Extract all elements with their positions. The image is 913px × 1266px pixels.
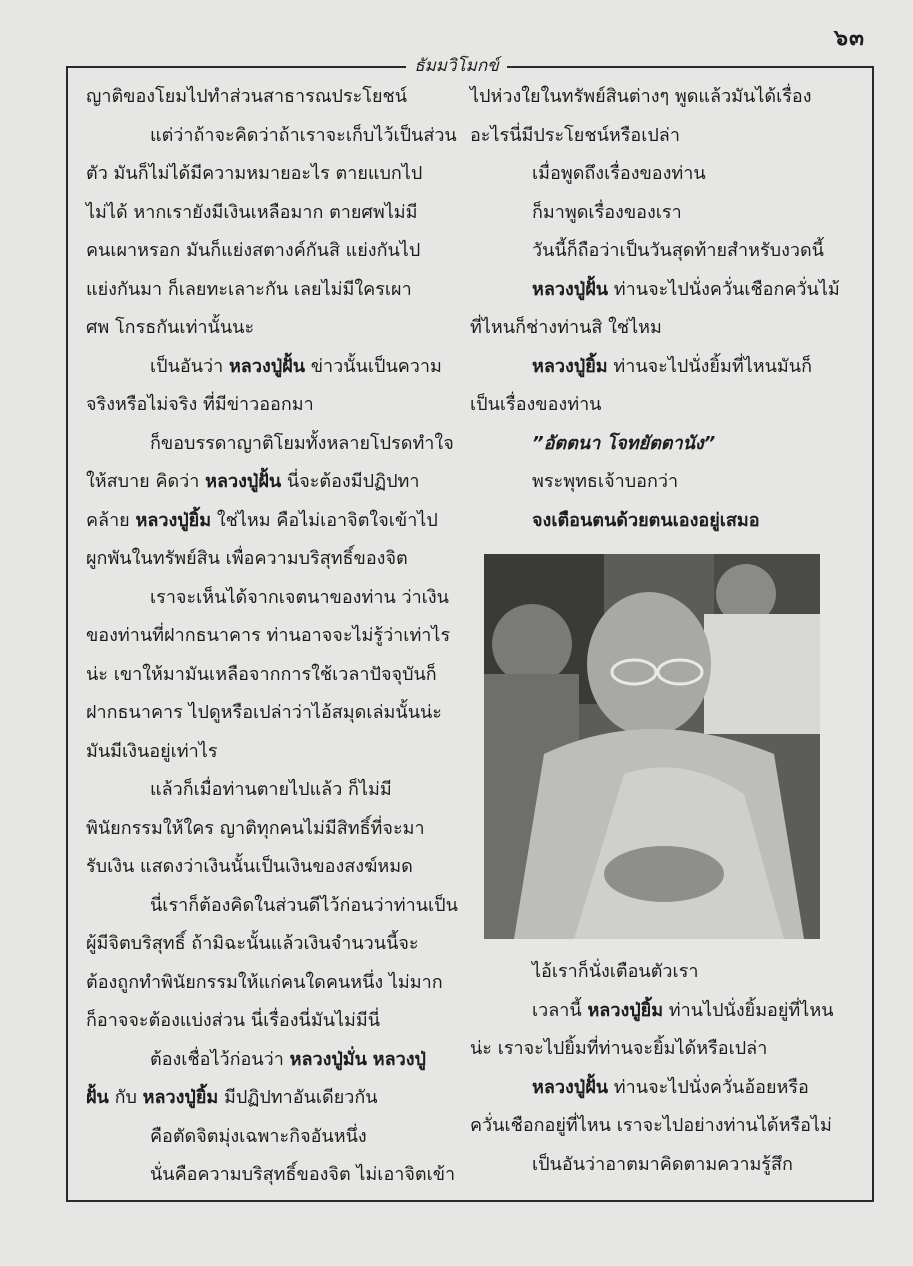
text-line: [86, 348, 448, 387]
text-segment: ก็ขอบรรดาญาติโยมทั้งหลายโปรดทำใจ: [150, 432, 454, 454]
text-segment: เป็นเรื่องของท่าน: [470, 394, 602, 415]
text-segment: คล้าย: [86, 509, 136, 531]
right-column: [470, 78, 840, 1184]
text-line: [86, 425, 454, 464]
text-segment: มันมีเงินอยู่เท่าไร: [86, 740, 218, 762]
text-line: [86, 925, 448, 964]
running-header: [0, 52, 913, 79]
emphasis-text: หลวงปู่ยิ้ม: [135, 509, 212, 531]
text-line: [470, 386, 836, 425]
text-segment: พระพุทธเจ้าบอกว่า: [532, 471, 679, 492]
text-segment: เมื่อพูดถึงเรื่องของท่าน: [532, 163, 706, 184]
text-segment: เป็นอันว่าอาตมาคิดตามความรู้สึก: [532, 1153, 793, 1175]
text-segment: ไปห่วงใยในทรัพย์สินต่างๆ พูดแล้วมันได้เรื่อง: [470, 86, 812, 107]
text-line: [86, 733, 448, 772]
text-line: [470, 348, 836, 387]
text-line: [86, 964, 448, 1003]
text-segment: ที่ไหนก็ช่างท่านสิ ใช่ไหม: [470, 317, 662, 338]
text-segment: คือตัดจิตมุ่งเฉพาะกิจอันหนึ่ง: [150, 1125, 367, 1147]
text-line: [86, 1079, 448, 1118]
text-segment: ไม่ได้ หากเรายังมีเงินเหลือมาก ตายศพไม่มี: [86, 201, 418, 223]
text-segment: เป็นอันว่า: [150, 355, 229, 377]
left-column: [86, 78, 458, 1195]
monk-photo: [484, 554, 820, 939]
text-line: [86, 309, 448, 348]
right-column-bottom: [470, 953, 836, 1184]
text-line: [86, 1156, 456, 1195]
emphasis-text: หลวงปู่ยิ้ม: [532, 355, 608, 377]
text-line: [470, 1069, 836, 1108]
text-segment: ต้องเชื่อไว้ก่อนว่า: [150, 1048, 290, 1070]
text-segment: ญาติของโยมไปทำส่วนสาธารณประโยชน์: [86, 86, 408, 107]
text-line: [86, 1002, 448, 1041]
text-segment: ผู้มีจิตบริสุทธิ์ ถ้ามิฉะนั้นแล้วเงินจำนวนนี้จะ: [86, 933, 419, 954]
emphasis-text: ฝั้น: [86, 1087, 109, 1108]
text-segment: เวลานี้: [532, 999, 588, 1021]
text-line: [86, 848, 448, 887]
emphasis-text: หลวงปู่ยิ้ม: [587, 999, 664, 1021]
text-segment: นี่จะต้องมีปฏิปทา: [281, 471, 420, 492]
text-segment: ท่านจะไปนั่งยิ้มที่ไหนมันก็: [607, 355, 812, 377]
text-segment: ตัว มันก็ไม่ได้มีความหมายอะไร ตายแบกไป: [86, 163, 423, 184]
text-segment: ท่านไปนั่งยิ้มอยู่ที่ไหน: [663, 999, 834, 1021]
text-line: [470, 232, 836, 271]
text-segment: ต้องถูกทำพินัยกรรมให้แก่คนใดคนหนึ่ง ไม่มาก: [86, 971, 443, 993]
text-segment: ควั่นเชือกอยู่ที่ไหน เราจะไปอย่างท่านได้หรือไม่: [470, 1115, 832, 1136]
text-line: [86, 1041, 448, 1080]
text-segment: ก็อาจจะต้องแบ่งส่วน นี่เรื่องนี่มันไม่มีนี่: [86, 1010, 381, 1031]
text-segment: นั่นคือความบริสุทธิ์ของจิต ไม่เอาจิตเข้า: [150, 1164, 456, 1185]
text-segment: พินัยกรรมให้ใคร ญาติทุกคนไม่มีสิทธิ์ที่จะมา: [86, 817, 425, 839]
text-line: [86, 617, 451, 656]
text-line: [470, 502, 836, 541]
text-line: [86, 694, 448, 733]
text-line: [86, 810, 448, 849]
text-segment: น่ะ เขาให้มามันเหลือจากการใช้เวลาปัจจุบันก็: [86, 663, 437, 685]
text-segment: แล้วก็เมื่อท่านตายไปแล้ว ก็ไม่มี: [150, 779, 392, 800]
text-line: [86, 540, 448, 579]
running-header-title: ธัมมวิโมกข์: [406, 56, 507, 76]
text-line: [470, 463, 836, 502]
text-line: [470, 1030, 836, 1069]
text-segment: วันนี้ก็ถือว่าเป็นวันสุดท้ายสำหรับงวดนี้: [532, 240, 824, 261]
text-line: [86, 463, 448, 502]
text-segment: ท่านจะไปนั่งควั่นเชือกควั่นไม้: [608, 278, 840, 300]
text-line: [470, 117, 836, 156]
text-segment: ของท่านที่ฝากธนาคาร ท่านอาจจะไม่รู้ว่าเท่าไร: [86, 625, 451, 646]
emphasis-text: หลวงปู่ฝั้น: [532, 1076, 609, 1098]
page-number: ๖๓: [833, 26, 865, 51]
emphasis-text: หลวงปู่ยิ้ม: [142, 1087, 219, 1108]
text-line: [86, 1118, 448, 1157]
text-line: [86, 155, 448, 194]
text-segment: ใช่ไหม คือไม่เอาจิตใจเข้าไป: [211, 509, 438, 531]
text-segment: ศพ โกรธกันเท่านั้นนะ: [86, 317, 255, 338]
text-line: [470, 271, 840, 310]
text-segment: เราจะเห็นได้จากเจตนาของท่าน ว่าเงิน: [150, 586, 449, 608]
text-segment: แต่ว่าถ้าจะคิดว่าถ้าเราจะเก็บไว้เป็นส่วน: [150, 124, 457, 146]
text-line: [470, 1107, 836, 1146]
text-segment: กับ: [108, 1087, 143, 1108]
text-line: [470, 425, 836, 464]
emphasis-text: จงเตือนตนด้วยตนเองอยู่เสมอ: [532, 509, 760, 531]
emphasis-text: หลวงปู่ฝั้น: [228, 355, 306, 377]
text-segment: ฝากธนาคาร ไปดูหรือเปล่าว่าไอ้สมุดเล่มนั้นน่ะ: [86, 702, 442, 723]
text-line: [470, 953, 836, 992]
text-line: [470, 155, 836, 194]
text-segment: มีปฏิปทาอันเดียวกัน: [218, 1087, 378, 1108]
text-segment: ไอ้เราก็นั่งเตือนตัวเรา: [532, 961, 699, 982]
text-line: [470, 78, 836, 117]
text-line: [470, 1146, 836, 1185]
text-line: [470, 309, 836, 348]
emphasis-text: หลวงปู่มั่น: [289, 1048, 367, 1070]
text-segment: น่ะ เราจะไปยิ้มที่ท่านจะยิ้มได้หรือเปล่า: [470, 1038, 768, 1059]
text-line: [86, 78, 448, 117]
text-line: [470, 992, 836, 1031]
text-segment: นี่เราก็ต้องคิดในส่วนดีไว้ก่อนว่าท่านเป็น: [150, 894, 458, 916]
text-segment: ก็มาพูดเรื่องของเรา: [532, 201, 682, 223]
text-line: [470, 194, 836, 233]
text-line: [86, 579, 448, 618]
text-segment: อะไรนี่มีประโยชน์หรือเปล่า: [470, 124, 680, 146]
text-line: [86, 271, 448, 310]
text-segment: ท่านจะไปนั่งควั่นอ้อยหรือ: [608, 1076, 809, 1098]
emphasis-text: หลวงปู่: [372, 1048, 426, 1070]
text-segment: คนเผาหรอก มันก็แย่งสตางค์กันสิ แย่งกันไป: [86, 240, 421, 261]
text-segment: รับเงิน แสดงว่าเงินนั้นเป็นเงินของสงฆ์หมด: [86, 856, 413, 877]
text-line: [86, 656, 448, 695]
monk-photo-illustration: [484, 554, 820, 939]
text-segment: จริงหรือไม่จริง ที่มีข่าวออกมา: [86, 394, 314, 415]
text-segment: ข่าวนั้นเป็นความ: [305, 355, 442, 377]
text-line: [86, 232, 448, 271]
text-line: [86, 771, 448, 810]
right-column-top: [470, 78, 840, 540]
text-line: [86, 502, 448, 541]
emphasis-text: ”อัตตนา โจทยัตตานัง”: [532, 432, 716, 454]
emphasis-text: หลวงปู่ฝั้น: [205, 471, 282, 492]
text-line: [86, 887, 458, 926]
text-line: [86, 386, 448, 425]
emphasis-text: หลวงปู่ฝั้น: [532, 278, 609, 300]
text-line: [86, 117, 457, 156]
text-line: [86, 194, 448, 233]
text-segment: ผูกพันในทรัพย์สิน เพื่อความบริสุทธิ์ของจิต: [86, 548, 408, 569]
text-segment: ให้สบาย คิดว่า: [86, 471, 206, 492]
text-segment: แย่งกันมา ก็เลยทะเลาะกัน เลยไม่มีใครเผา: [86, 278, 412, 300]
